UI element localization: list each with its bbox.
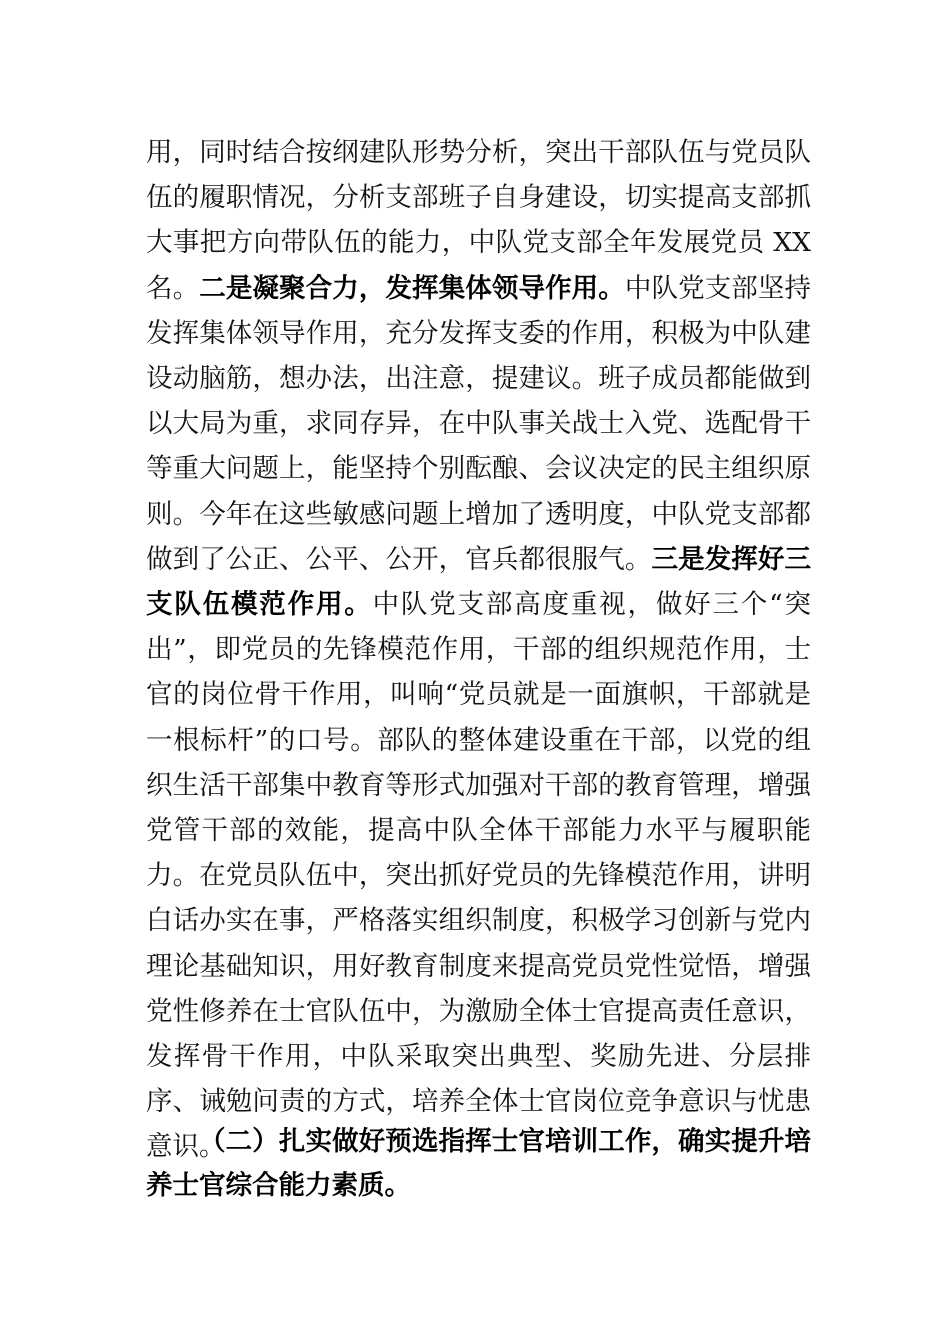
paragraph-text: 中队党支部坚持发挥集体领导作用，充分发挥支委的作用，积极为中队建设动脑筋，想办法，出注意，提建议。班子成员都能做到以大局为重，求同存异，在中队事关战士入党、选配骨干等重大问题上，能坚持个别酝酿、会议决定的民主组织原则。今年在这些敏感问题上增加了透明度，中队党支部都做到了公正、公平、公开，官兵都很服气。: [146, 272, 812, 575]
body-paragraph: [146, 130, 811, 1170]
section-heading: （二）扎实做好预选指挥士官培训工作，确实提升培养士官综合能力素质。: [146, 1126, 811, 1201]
paragraph-text: 用，同时结合按纲建队形势分析，突出干部队伍与党员队伍的履职情况，分析支部班子自身建设，切实提高支部抓大事把方向带队伍的能力，中队党支部全年发展党员 XX 名。: [146, 137, 811, 304]
bold-point-3: 三是发挥好三支队伍模范作用。: [146, 543, 812, 621]
paragraph-text: 中队党支部高度重视，做好三个“突出”，即党员的先锋模范作用，干部的组织规范作用，士官的岗位骨干作用，叫响“党员就是一面旗帜，干部就是一根标杆”的口号。部队的整体建设重在干部，以党的组织生活干部集中教育等形式加强对干部的教育管理，增强党管干部的效能，提高中队全体干部能力水平与履职能力。在党员队伍中，突出抓好党员的先锋模范作用，讲明白话办实在事，严格落实组织制度，积极学习创新与党内理论基础知识，用好教育制度来提高党员党性觉悟，增强党性修养在士官队伍中，为激励全体士官提高责任意识，发挥骨干作用，中队采取突出典型、奖励先进、分层排序、诫勉问责的方式，培养全体士官岗位竞争意识与忧患意识。: [146, 589, 811, 1163]
bold-point-2: 二是凝聚合力，发挥集体领导作用。: [199, 272, 625, 304]
